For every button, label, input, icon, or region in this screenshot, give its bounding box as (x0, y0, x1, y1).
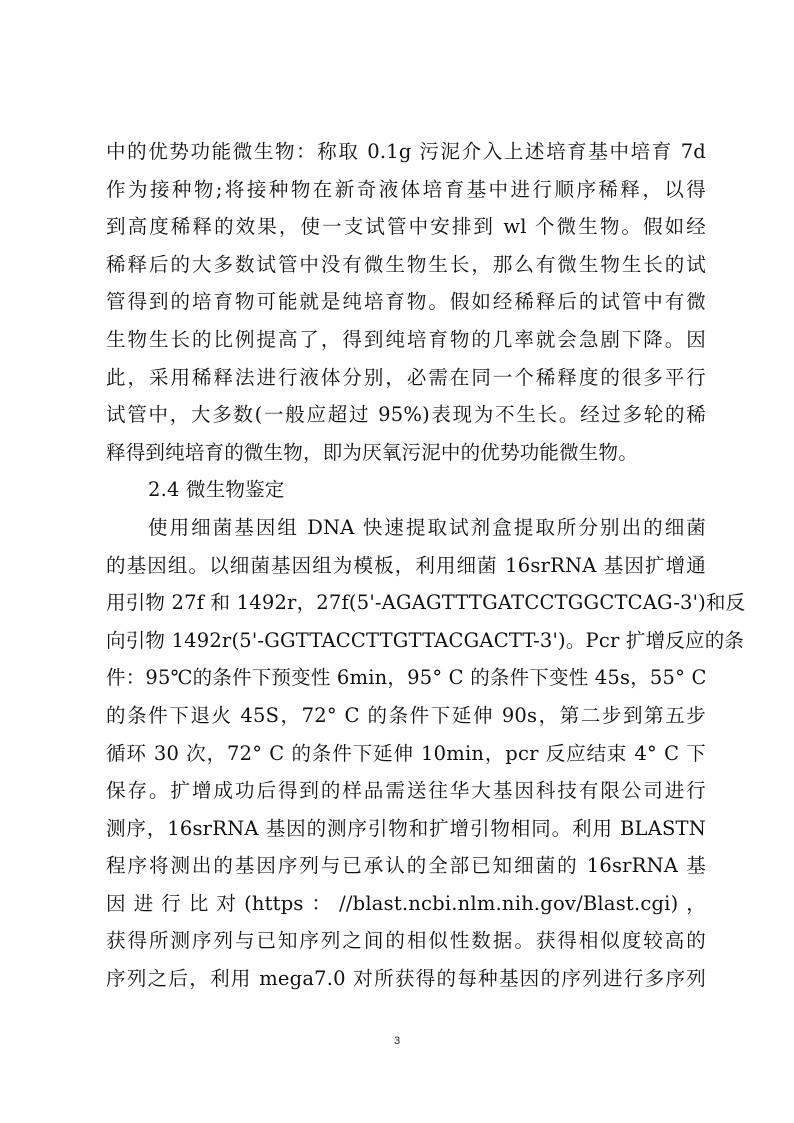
text-line: 管得到的培育物可能就是纯培育物。假如经稀释后的试管中有微 (106, 290, 706, 314)
text-line: 用引物 27f 和 1492r，27f(5'-AGAGTTTGATCCTGGCTCAG-3')和反 (106, 591, 746, 615)
text-line: 测序，16srRNA 基因的测序引物和扩增引物相同。利用 BLASTN (106, 816, 706, 840)
text-line: 保存。扩增成功后得到的样品需送往华大基因科技有限公司进行 (106, 779, 706, 803)
text-line: 的条件下退火 45S，72° C 的条件下延伸 90s，第二步到第五步 (106, 703, 706, 727)
text-line: 中的优势功能微生物：称取 0.1g 污泥介入上述培育基中培育 7d (106, 140, 706, 163)
text-line: 获得所测序列与已知序列之间的相似性数据。获得相似度较高的 (106, 929, 706, 953)
text-line: 的基因组。以细菌基因组为模板，利用细菌 16srRNA 基因扩增通 (106, 553, 706, 577)
text-line: 试管中，大多数(一般应超过 95%)表现为不生长。经过多轮的稀 (106, 403, 706, 427)
text-line: 此，采用稀释法进行液体分别，必需在同一个稀释度的很多平行 (106, 365, 706, 389)
text-line: 生物生长的比例提高了，得到纯培育物的几率就会急剧下降。因 (106, 327, 706, 351)
text-line: 因进行比对(https：//blast.ncbi.nlm.nih.gov/Blast.cgi)， (106, 891, 706, 915)
text-line: 程序将测出的基因序列与已承认的全部已知细菌的 16srRNA 基 (106, 854, 706, 878)
text-line: 释得到纯培育的微生物，即为厌氧污泥中的优势功能微生物。 (106, 440, 638, 464)
text-line: 件：95℃的条件下预变性 6min，95° C 的条件下变性 45s，55° C (106, 666, 707, 690)
page-number: 3 (393, 1035, 401, 1047)
text-line: 循环 30 次，72° C 的条件下延伸 10min，pcr 反应结束 4° C 下 (106, 741, 706, 765)
text-line: 序列之后，利用 mega7.0 对所获得的每种基因的序列进行多序列 (106, 967, 706, 991)
text-line: 作为接种物;将接种物在新奇液体培育基中进行顺序稀释，以得 (106, 177, 706, 201)
body-text (106, 133, 746, 998)
text-line: 到高度稀释的效果，使一支试管中安排到 wl 个微生物。假如经 (106, 215, 706, 239)
text-line: 稀释后的大多数试管中没有微生物生长，那么有微生物生长的试 (106, 252, 706, 276)
text-line: 向引物 1492r(5'-GGTTACCTTGTTACGACTT-3')。Pcr 扩增反应的条 (106, 628, 745, 652)
section-heading: 2.4 微生物鉴定 (148, 478, 285, 502)
text-line: 使用细菌基因组 DNA 快速提取试剂盒提取所分别出的细菌 (148, 515, 706, 539)
